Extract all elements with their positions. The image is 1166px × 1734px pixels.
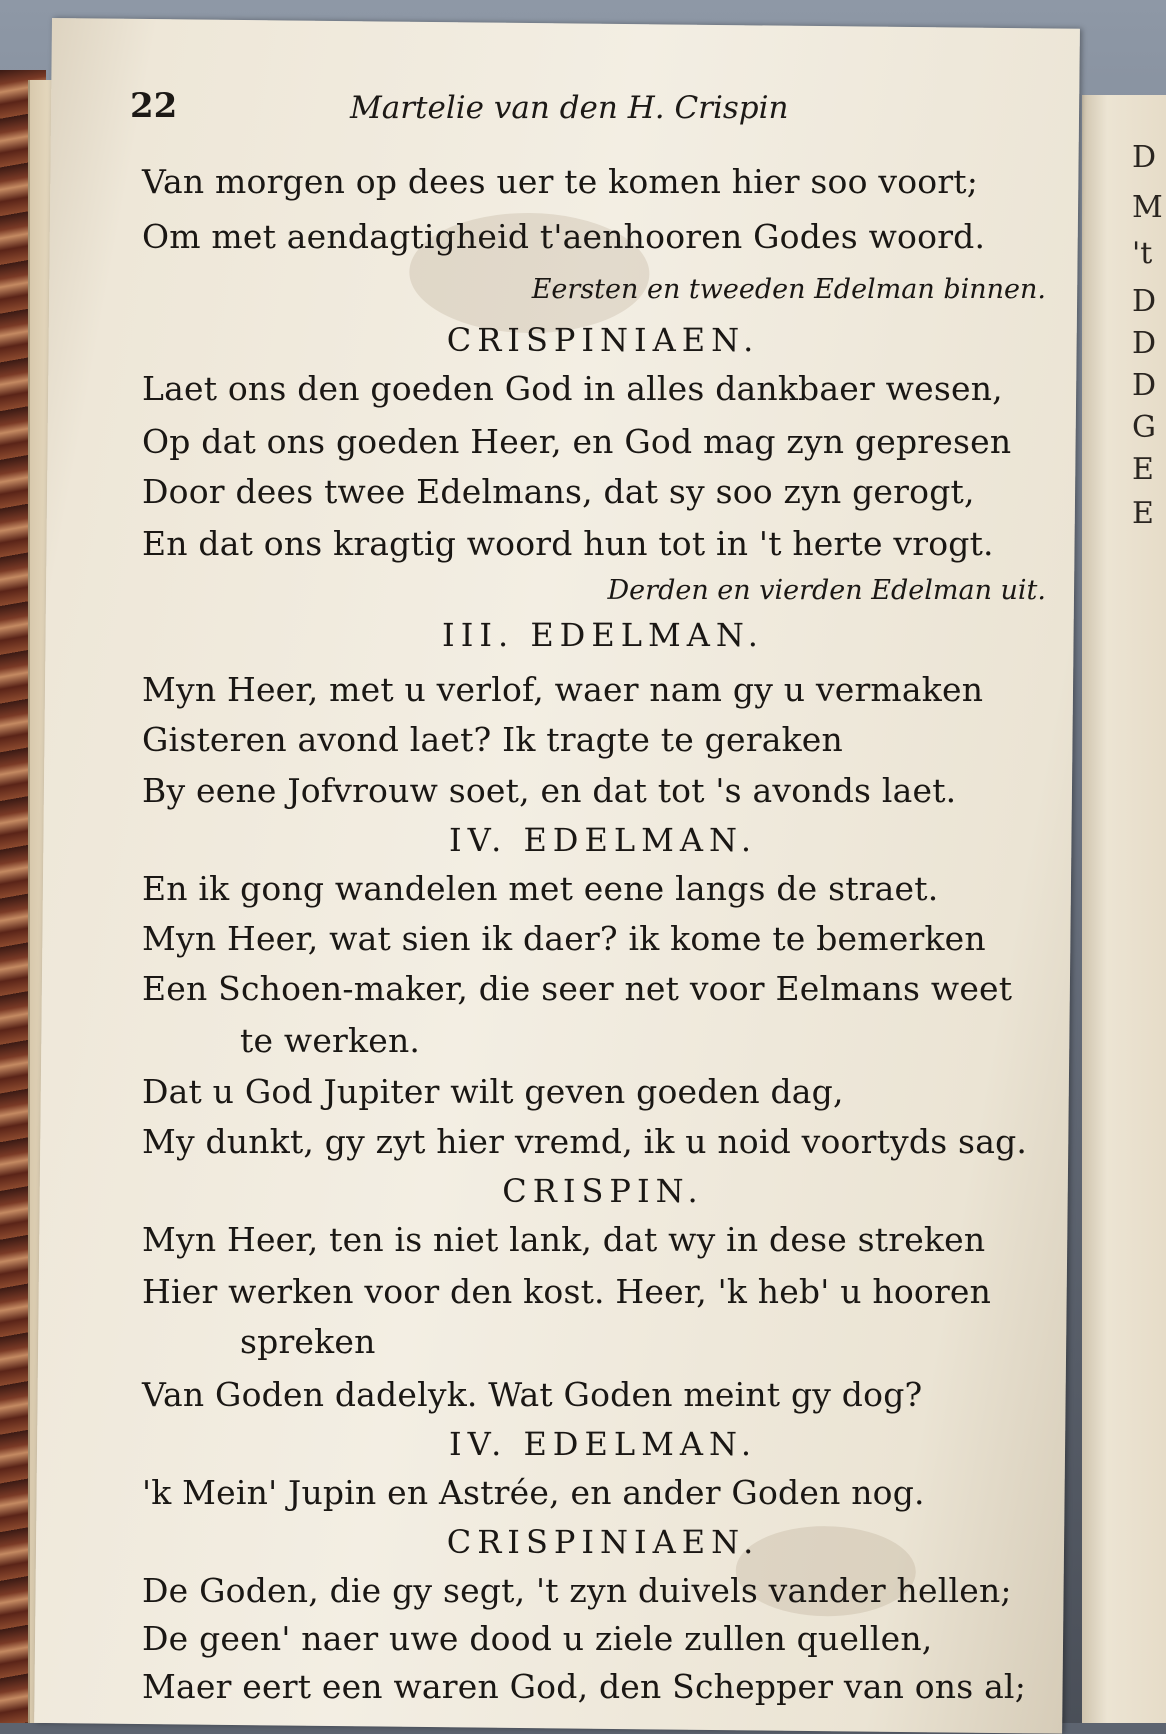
speaker-name: IV. EDELMAN.: [448, 1425, 758, 1463]
facing-page-letter: D: [1132, 140, 1157, 175]
verse-line: En ik gong wandelen met eene langs de straet.: [142, 868, 939, 908]
speaker-name: IV. EDELMAN.: [448, 820, 758, 859]
verse-line: By eene Jofvrouw soet, en dat tot 's avonds laet.: [142, 770, 957, 810]
facing-page-letter: E: [1132, 452, 1154, 487]
verse-line: spreken: [240, 1322, 376, 1362]
facing-page-letter: 't: [1132, 236, 1153, 271]
verse-line: Een Schoen-maker, die seer net voor Eelmans weet: [142, 969, 1013, 1008]
stage-direction: Eersten en tweeden Edelman binnen.: [531, 273, 1046, 305]
verse-line: Van Goden dadelyk. Wat Goden meint gy dog?: [142, 1374, 923, 1414]
verse-line: Myn Heer, ten is niet lank, dat wy in dese streken: [142, 1219, 986, 1259]
verse-line: Hier werken voor den kost. Heer, 'k heb' u hooren: [142, 1272, 992, 1312]
speaker-name: CRISPINIAEN.: [446, 321, 760, 360]
page-number: 22: [130, 86, 178, 126]
verse-line: Om met aendagtigheid t'aenhooren Godes woord.: [142, 216, 986, 256]
speaker-name: CRISPIN.: [502, 1171, 704, 1210]
verse-line: Maer eert een waren God, den Schepper van ons al;: [142, 1666, 1027, 1706]
verse-line: te werken.: [240, 1021, 421, 1061]
verse-line: Laet ons den goeden God in alles dankbaer wesen,: [142, 369, 1003, 409]
verse-line: Dat u God Jupiter wilt geven goeden dag,: [142, 1071, 844, 1111]
facing-page-letter: D: [1132, 326, 1157, 361]
speaker-name: CRISPINIAEN.: [446, 1523, 760, 1562]
verse-line: Van morgen op dees uer te komen hier soo voort;: [142, 161, 979, 201]
verse-line: En dat ons kragtig woord hun tot in 't herte vrogt.: [142, 524, 994, 564]
facing-page-letter: G: [1132, 410, 1156, 445]
verse-line: De geen' naer uwe dood u ziele zullen quellen,: [142, 1618, 933, 1658]
verse-line: Myn Heer, met u verlof, waer nam gy u vermaken: [142, 670, 984, 710]
verse-line: Op dat ons goeden Heer, en God mag zyn gepresen: [142, 421, 1012, 461]
speaker-name: III. EDELMAN.: [442, 615, 764, 654]
running-head: [130, 86, 960, 134]
verse-line: Myn Heer, wat sien ik daer? ik kome te bemerken: [142, 918, 986, 958]
verse-line: De Goden, die gy segt, 't zyn duivels vander hellen;: [142, 1570, 1012, 1610]
facing-page-letter: E: [1132, 496, 1154, 531]
facing-page-letter: D: [1132, 284, 1157, 319]
stage-direction: Derden en vierden Edelman uit.: [607, 574, 1046, 606]
running-title: Martelie van den H. Crispin: [350, 90, 789, 126]
verse-line: 'k Mein' Jupin en Astrée, en ander Goden nog.: [142, 1472, 925, 1512]
verse-line: My dunkt, gy zyt hier vremd, ik u noid voortyds sag.: [142, 1121, 1028, 1161]
verse-line: Gisteren avond laet? Ik tragte te geraken: [142, 720, 843, 760]
facing-page-letter: D: [1132, 368, 1157, 403]
verse-line: Door dees twee Edelmans, dat sy soo zyn gerogt,: [142, 471, 975, 511]
facing-page-letter: M: [1132, 190, 1163, 225]
